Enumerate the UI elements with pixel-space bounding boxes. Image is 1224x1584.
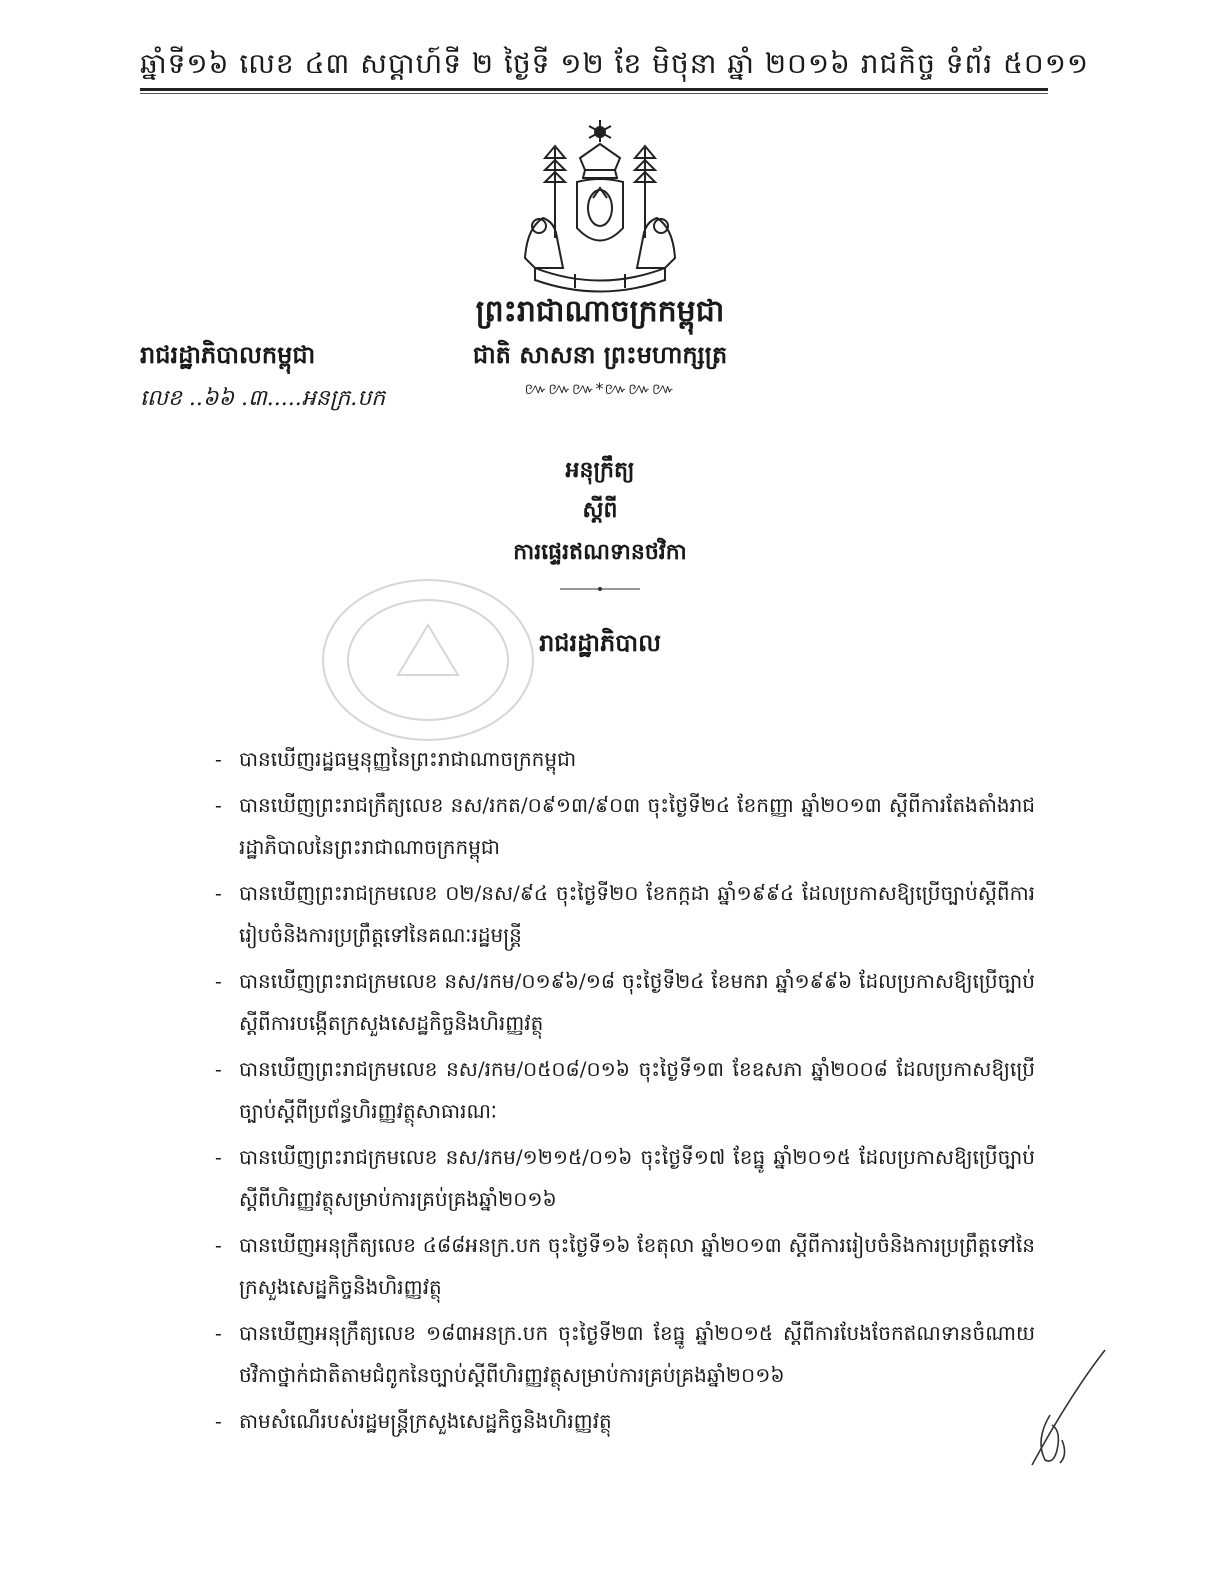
preamble-text: បានឃើញព្រះរាជក្រមលេខ ០២/នស/៩៤ ចុះថ្ងៃទី២០ ខែកក្កដា ឆ្នាំ១៩៩៤ ដែលប្រកាសឱ្យប្រើច្បាប់ស្តីពីការរៀបចំនិងការប្រព្រឹត្តទៅនៃគណៈរដ្ឋមន្ត្រី xyxy=(239,881,1035,947)
header-rule-thick xyxy=(140,88,1048,91)
preamble-text: បានឃើញអនុក្រឹត្យលេខ ៤៨៨អនក្រ.បក ចុះថ្ងៃទី១៦ ខែតុលា ឆ្នាំ២០១៣ ស្តីពីការរៀបចំនិងការប្រព្រឹត្តទៅនៃក្រសួងសេដ្ឋកិច្ចនិងហិរញ្ញវត្ថុ xyxy=(239,1233,1035,1299)
national-motto: ជាតិ សាសនា ព្រះមហាក្សត្រ xyxy=(472,340,728,369)
list-bullet: - xyxy=(215,747,222,771)
preamble-text: បានឃើញព្រះរាជក្រមលេខ នស/រកម/០១៩៦/១៨ ចុះថ្ងៃទី២៤ ខែមករា ឆ្នាំ១៩៩៦ ដែលប្រកាសឱ្យប្រើច្បាប់ស្តីពីការបង្កើតក្រសួងសេដ្ឋកិច្ចនិងហិរញ្ញវត្ថុ xyxy=(239,969,1035,1035)
preamble-text: បានឃើញរដ្ឋធម្មនុញ្ញនៃព្រះរាជាណាចក្រកម្ពុជា xyxy=(239,747,577,771)
list-bullet: - xyxy=(215,1145,222,1169)
list-item xyxy=(215,1400,1035,1442)
list-bullet: - xyxy=(215,793,222,817)
list-item xyxy=(215,872,1035,956)
decree-number: លេខ ..៦៦ .៣.....អនក្រ.បក xyxy=(140,386,386,411)
preamble-text: បានឃើញព្រះរាជក្រឹត្យលេខ នស/រកត/០៩១៣/៩០៣ ចុះថ្ងៃទី២៤ ខែកញ្ញា ឆ្នាំ២០១៣ ស្តីពីការតែងតាំងរាជរដ្ឋាភិបាលនៃព្រះរាជាណាចក្រកម្ពុជា xyxy=(239,793,1035,859)
list-item xyxy=(215,1048,1035,1132)
list-item xyxy=(215,1312,1035,1396)
list-item xyxy=(215,1224,1035,1308)
motto-ornament: ៚៚៚*៚៚៚ xyxy=(524,379,676,398)
preamble-text: បានឃើញព្រះរាជក្រមលេខ នស/រកម/១២១៥/០១៦ ចុះថ្ងៃទី១៧ ខែធ្នូ ឆ្នាំ២០១៥ ដែលប្រកាសឱ្យប្រើច្បាប់ស្តីពីហិរញ្ញវត្ថុសម្រាប់ការគ្រប់គ្រងឆ្នាំ២០១៦ xyxy=(239,1145,1035,1211)
signature-icon xyxy=(1010,1345,1110,1475)
preamble-text: តាមសំណើរបស់រដ្ឋមន្ត្រីក្រសួងសេដ្ឋកិច្ចនិងហិរញ្ញវត្ថុ xyxy=(239,1409,612,1433)
list-bullet: - xyxy=(215,881,222,905)
header-rule-thin xyxy=(140,93,1048,94)
list-item xyxy=(215,1136,1035,1220)
preamble-text: បានឃើញអនុក្រឹត្យលេខ ១៨៣អនក្រ.បក ចុះថ្ងៃទី២៣ ខែធ្នូ ឆ្នាំ២០១៥ ស្តីពីការបែងចែកឥណទានចំណាយថវិកាថ្នាក់ជាតិតាមជំពូកនៃច្បាប់ស្តីពីហិរញ្ញវត្ថុសម្រាប់ការគ្រប់គ្រងឆ្នាំ២០១៦ xyxy=(239,1321,1035,1387)
royal-coat-of-arms-icon xyxy=(515,118,685,298)
decree-about: ស្តីពី xyxy=(582,497,618,523)
issuer-name: រាជរដ្ឋាភិបាលកម្ពុជា xyxy=(140,340,316,369)
list-bullet: - xyxy=(215,1321,222,1345)
preamble-list xyxy=(215,738,1035,1446)
list-bullet: - xyxy=(215,969,222,993)
gazette-header: ឆ្នាំទី១៦ លេខ ៤៣ សប្តាហ៍ទី ២ ថ្ងៃទី ១២ ខែ មិថុនា ឆ្នាំ ២០១៦ រាជកិច្ច ទំព័រ ៥០១១ xyxy=(140,47,1090,80)
decree-type: អនុក្រឹត្យ xyxy=(565,457,635,483)
list-item xyxy=(215,738,1035,780)
preamble-text: បានឃើញព្រះរាជក្រមលេខ នស/រកម/០៥០៨/០១៦ ចុះថ្ងៃទី១៣ ខែឧសភា ឆ្នាំ២០០៨ ដែលប្រកាសឱ្យប្រើច្បាប់ស្តីពីប្រព័ន្ធហិរញ្ញវត្ថុសាធារណៈ xyxy=(239,1057,1035,1123)
title-divider-icon xyxy=(560,585,640,593)
list-bullet: - xyxy=(215,1057,222,1081)
list-bullet: - xyxy=(215,1409,222,1433)
kingdom-title: ព្រះរាជាណាចក្រកម្ពុជា xyxy=(475,294,725,329)
list-item xyxy=(215,784,1035,868)
government-heading: រាជរដ្ឋាភិបាល xyxy=(539,628,661,657)
list-item xyxy=(215,960,1035,1044)
decree-subject: ការផ្ទេរឥណទានថវិកា xyxy=(513,539,687,565)
list-bullet: - xyxy=(215,1233,222,1257)
